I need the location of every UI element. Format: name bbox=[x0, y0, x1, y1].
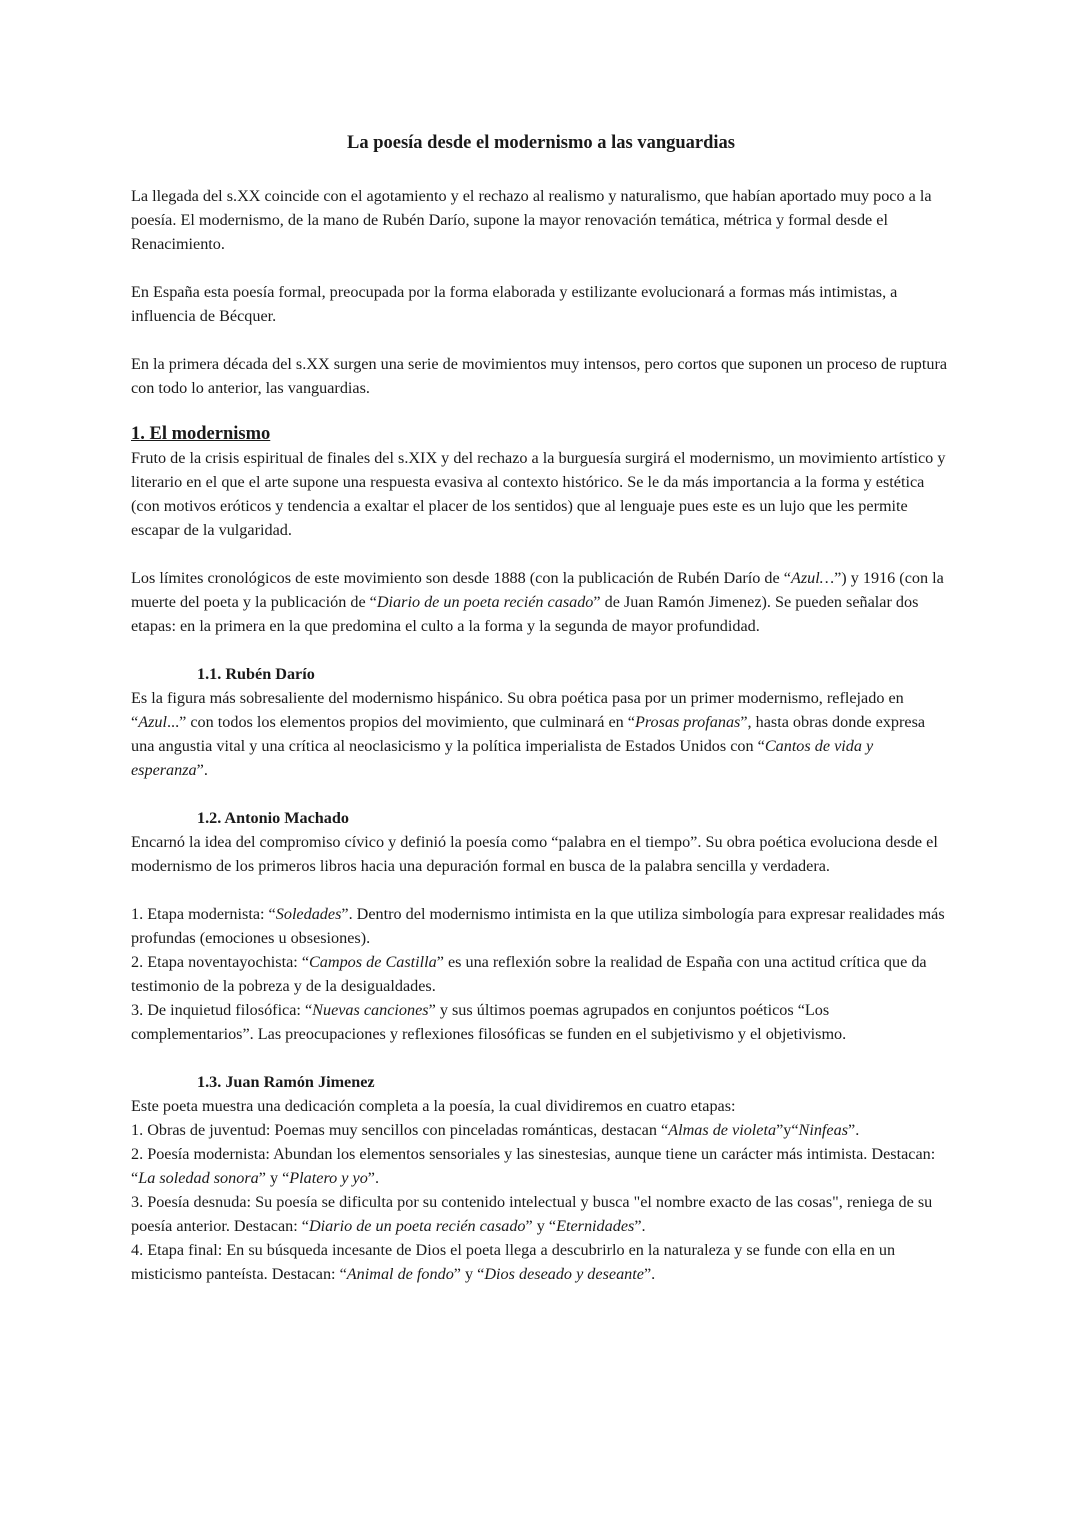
text-run: 1. Etapa modernista: “ bbox=[131, 905, 276, 923]
dario-paragraph bbox=[131, 686, 951, 782]
text-run: ”. Dentro del modernismo intimista en la que utiliza simbología para expresar realidades más profundas (emociones u obsesiones). bbox=[131, 905, 945, 947]
work-title: Platero y yo bbox=[289, 1169, 368, 1187]
work-title: Diario de un poeta recién casado bbox=[308, 1217, 526, 1235]
work-title: Diario de un poeta recién casado bbox=[376, 593, 594, 611]
text-run: ”. bbox=[196, 761, 208, 779]
text-run: ” de Juan Ramón Jimenez). Se pueden señalar dos etapas: en la primera en la que predomina el culto a la forma y la segunda de mayor profundidad. bbox=[131, 593, 919, 635]
text-run: ”y“ bbox=[776, 1121, 799, 1139]
subheading-ruben-dario: 1.1. Rubén Darío bbox=[197, 665, 315, 683]
text-run: ”. bbox=[634, 1217, 646, 1235]
text-run: ” y “ bbox=[258, 1169, 290, 1187]
work-title: La soledad sonora bbox=[138, 1169, 259, 1187]
jimenez-stage-4 bbox=[131, 1238, 951, 1286]
subheading-juan-ramon-jimenez: 1.3. Juan Ramón Jimenez bbox=[197, 1073, 375, 1091]
text-run: ” y sus últimos poemas agrupados en conjuntos poéticos “Los complementarios”. Las preocupaciones y reflexiones filosóficas se funden en el subjetivismo y el objetivismo. bbox=[131, 1001, 847, 1043]
text-run: Los límites cronológicos de este movimiento son desde 1888 (con la publicación de Rubén Darío de “ bbox=[131, 569, 791, 587]
text-run: Es la figura más sobresaliente del modernismo hispánico. Su obra poética pasa por un primer modernismo, reflejado en “ bbox=[131, 689, 904, 731]
work-title: Ninfeas bbox=[798, 1121, 849, 1139]
text-run: ”, hasta obras donde expresa una angustia vital y una crítica al neoclasicismo y la política imperialista de Estados Unidos con “ bbox=[131, 713, 926, 755]
jimenez-paragraph: Este poeta muestra una dedicación completa a la poesía, la cual dividiremos en cuatro etapas: bbox=[131, 1097, 736, 1115]
modernismo-paragraph-1: Fruto de la crisis espiritual de finales del s.XIX y del rechazo a la burguesía surgirá el modernismo, un movimiento artístico y literario en el que el arte supone una respuesta evasiva al contexto histórico. Se le da más importancia a la forma y estética (con motivos eróticos y tendencia a exaltar el placer de los sentidos) que al lenguaje pues este es un lujo que les permite escapar de la vulgaridad. bbox=[131, 449, 946, 539]
work-title: Eternidades bbox=[556, 1217, 635, 1235]
text-run: 3. De inquietud filosófica: “ bbox=[131, 1001, 313, 1019]
text-run: ”. bbox=[848, 1121, 860, 1139]
work-title: Soledades bbox=[275, 905, 342, 923]
machado-stage-1 bbox=[131, 902, 951, 950]
text-run: ” es una reflexión sobre la realidad de España con una actitud crítica que da testimonio de la pobreza y de la desigualdades. bbox=[131, 953, 927, 995]
modernismo-paragraph-2 bbox=[131, 566, 951, 638]
document-page bbox=[131, 130, 951, 1286]
intro-paragraph-2: En España esta poesía formal, preocupada por la forma elaborada y estilizante evolucionará a formas más intimistas, a influencia de Bécquer. bbox=[131, 283, 898, 325]
jimenez-stage-2 bbox=[131, 1142, 951, 1190]
work-title: Almas de violeta bbox=[668, 1121, 777, 1139]
work-title: Azul bbox=[138, 713, 167, 731]
work-title: Animal de fondo bbox=[346, 1265, 454, 1283]
work-title: Nuevas canciones bbox=[312, 1001, 429, 1019]
subheading-antonio-machado: 1.2. Antonio Machado bbox=[197, 809, 350, 827]
section-heading-modernismo: 1. El modernismo bbox=[131, 424, 271, 444]
text-run: ” y “ bbox=[525, 1217, 557, 1235]
work-title: Campos de Castilla bbox=[309, 953, 437, 971]
text-run: 4. Etapa final: En su búsqueda incesante de Dios el poeta llega a descubrirlo en la naturaleza y se funde con ella en un misticismo panteísta. Destacan: “ bbox=[131, 1241, 896, 1283]
document-title: La poesía desde el modernismo a las vanguardias bbox=[346, 133, 736, 153]
work-title: Prosas profanas bbox=[634, 713, 741, 731]
text-run: 2. Poesía modernista: Abundan los elementos sensoriales y las sinestesias, aunque tiene un carácter más intimista. Destacan: “ bbox=[131, 1145, 936, 1187]
text-run: ”. bbox=[367, 1169, 380, 1187]
text-run: ”) y 1916 (con la muerte del poeta y la publicación de “ bbox=[131, 569, 944, 611]
text-run: ”. bbox=[643, 1265, 656, 1283]
machado-paragraph: Encarnó la idea del compromiso cívico y definió la poesía como “palabra en el tiempo”. Su obra poética evoluciona desde el modernismo de los primeros libros hacia una depuración formal en busca de la palabra sencilla y verdadera. bbox=[131, 833, 938, 875]
work-title: Azul… bbox=[790, 569, 835, 587]
text-run: 1. Obras de juventud: Poemas muy sencillos con pinceladas románticas, destacan “ bbox=[131, 1121, 669, 1139]
jimenez-stage-1 bbox=[131, 1118, 951, 1142]
work-title: Cantos de vida y esperanza bbox=[131, 737, 874, 779]
work-title: Dios deseado y deseante bbox=[484, 1265, 644, 1283]
text-run: 3. Poesía desnuda: Su poesía se dificulta por su contenido intelectual y busca "el nombre exacto de las cosas", reniega de su poesía anterior. Destacan: “ bbox=[131, 1193, 933, 1235]
text-run: ...” con todos los elementos propios del movimiento, que culminará en “ bbox=[166, 713, 635, 731]
jimenez-stage-3 bbox=[131, 1190, 951, 1238]
text-run: 2. Etapa noventayochista: “ bbox=[131, 953, 309, 971]
machado-stage-3 bbox=[131, 998, 951, 1046]
intro-paragraph-1: La llegada del s.XX coincide con el agotamiento y el rechazo al realismo y naturalismo, que habían aportado muy poco a la poesía. El modernismo, de la mano de Rubén Darío, supone la mayor renovación temática, métrica y formal desde el Renacimiento. bbox=[131, 187, 932, 253]
text-run: ” y “ bbox=[453, 1265, 485, 1283]
machado-stage-2 bbox=[131, 950, 951, 998]
intro-paragraph-3: En la primera década del s.XX surgen una serie de movimientos muy intensos, pero cortos que suponen un proceso de ruptura con todo lo anterior, las vanguardias. bbox=[131, 355, 948, 397]
